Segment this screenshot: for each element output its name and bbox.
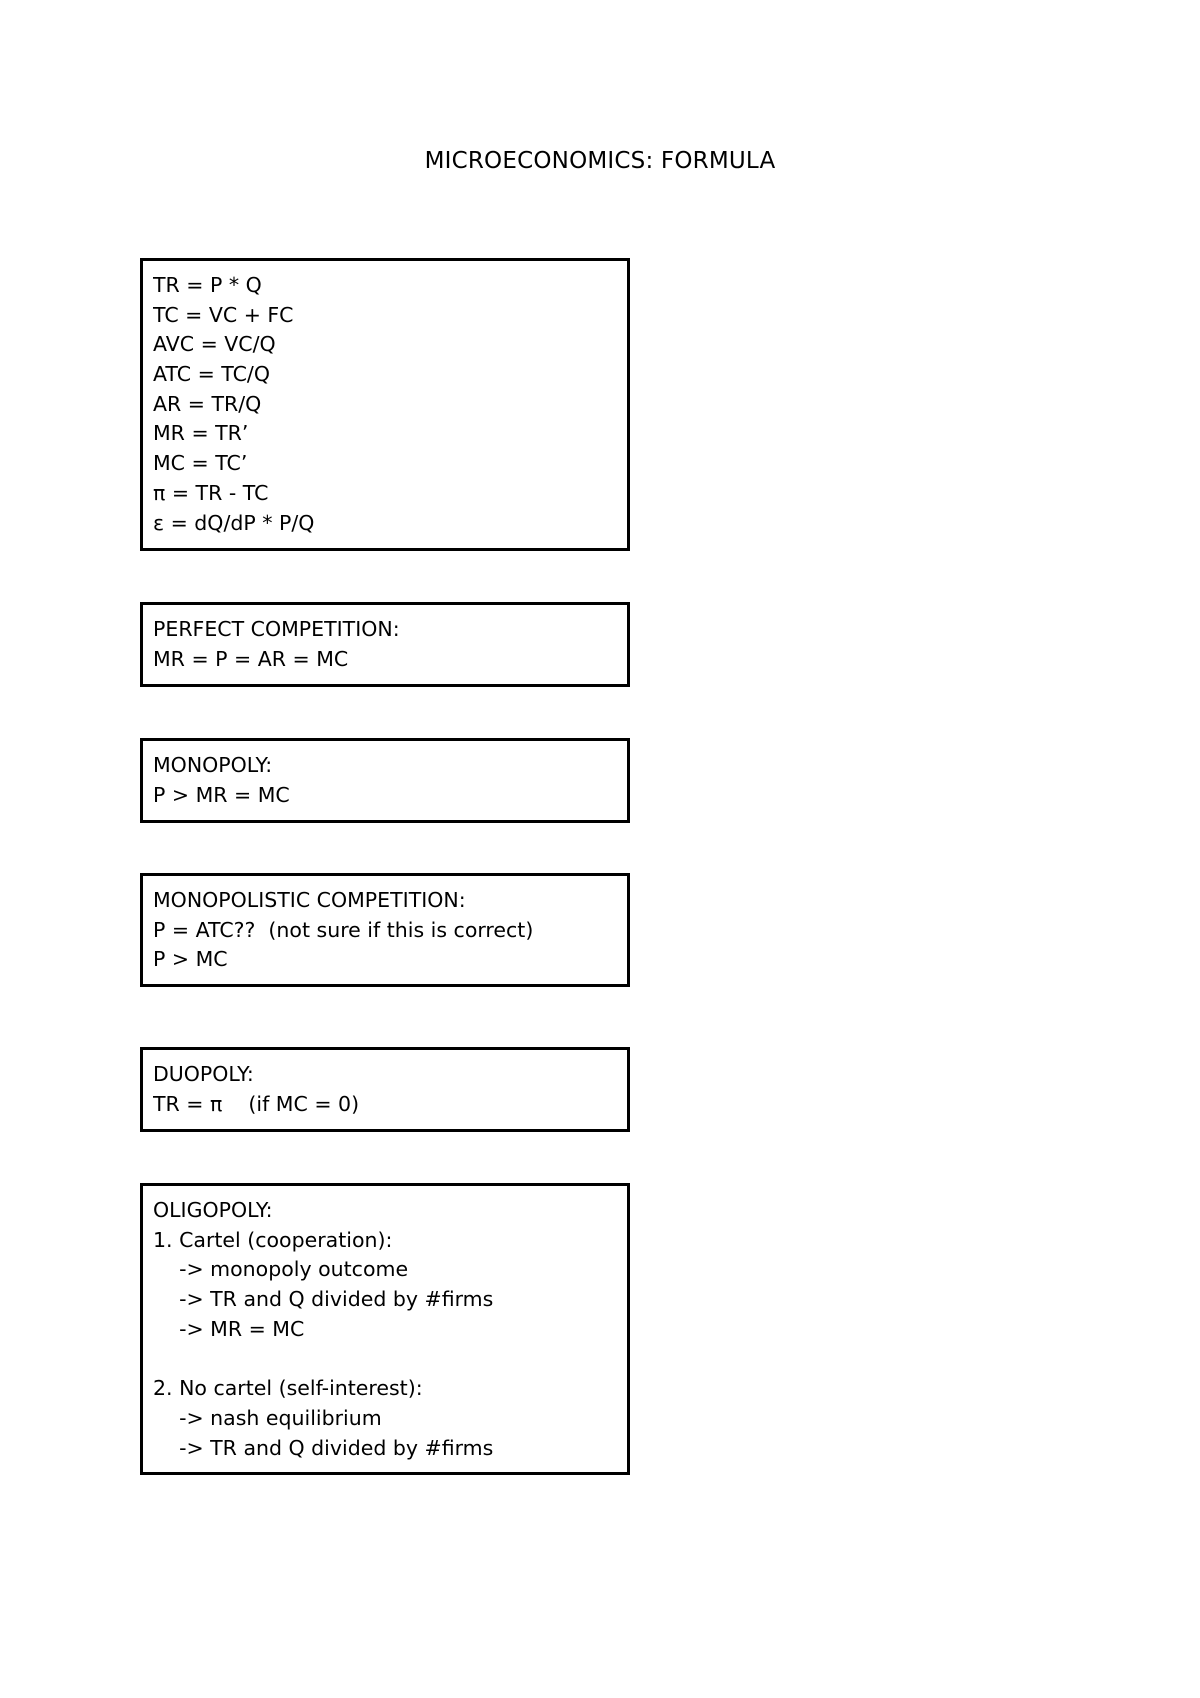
oligopoly-no-cartel-heading: 2. No cartel (self-interest):	[153, 1376, 423, 1401]
oligopoly-blank-line	[153, 1344, 617, 1374]
monopoly-formula: P > MR = MC	[153, 782, 290, 807]
formula-marginal-revenue: MR = TR’	[153, 421, 249, 446]
duopoly-heading: DUOPOLY:	[153, 1062, 254, 1086]
formula-marginal-cost: MC = TC’	[153, 451, 248, 476]
oligopoly-no-cartel-point-1: -> nash equilibrium	[153, 1405, 382, 1430]
oligopoly-cartel-point-1: -> monopoly outcome	[153, 1257, 409, 1282]
formula-average-total-cost: ATC = TC/Q	[153, 362, 270, 387]
monopolistic-competition-formula-2: P > MC	[153, 947, 228, 972]
oligopoly-no-cartel-point-2: -> TR and Q divided by #firms	[153, 1435, 494, 1460]
oligopoly-cartel-point-2: -> TR and Q divided by #firms	[153, 1287, 494, 1312]
duopoly-formula: TR = π (if MC = 0)	[153, 1091, 360, 1116]
monopoly-heading: MONOPOLY:	[153, 753, 273, 777]
monopolistic-competition-heading: MONOPOLISTIC COMPETITION:	[153, 888, 466, 912]
oligopoly-cartel-heading: 1. Cartel (cooperation):	[153, 1227, 393, 1252]
monopolistic-competition-box	[140, 873, 630, 987]
formula-elasticity: ε = dQ/dP * P/Q	[153, 510, 315, 535]
monopolistic-competition-formula-1: P = ATC?? (not sure if this is correct)	[153, 917, 534, 942]
formula-total-cost: TC = VC + FC	[153, 302, 294, 327]
perfect-competition-formula: MR = P = AR = MC	[153, 646, 349, 671]
page-title: MICROECONOMICS: FORMULA	[424, 148, 776, 174]
perfect-competition-box	[140, 602, 630, 687]
oligopoly-cartel-point-3: -> MR = MC	[153, 1316, 305, 1341]
perfect-competition-heading: PERFECT COMPETITION:	[153, 617, 400, 641]
monopoly-box	[140, 738, 630, 823]
formula-average-revenue: AR = TR/Q	[153, 391, 262, 416]
duopoly-box	[140, 1047, 630, 1132]
formula-profit: π = TR - TC	[153, 480, 269, 505]
oligopoly-box	[140, 1183, 630, 1475]
oligopoly-heading: OLIGOPOLY:	[153, 1198, 273, 1222]
basic-formulas-box	[140, 258, 630, 551]
formula-average-variable-cost: AVC = VC/Q	[153, 332, 276, 357]
formula-total-revenue: TR = P * Q	[153, 273, 262, 297]
